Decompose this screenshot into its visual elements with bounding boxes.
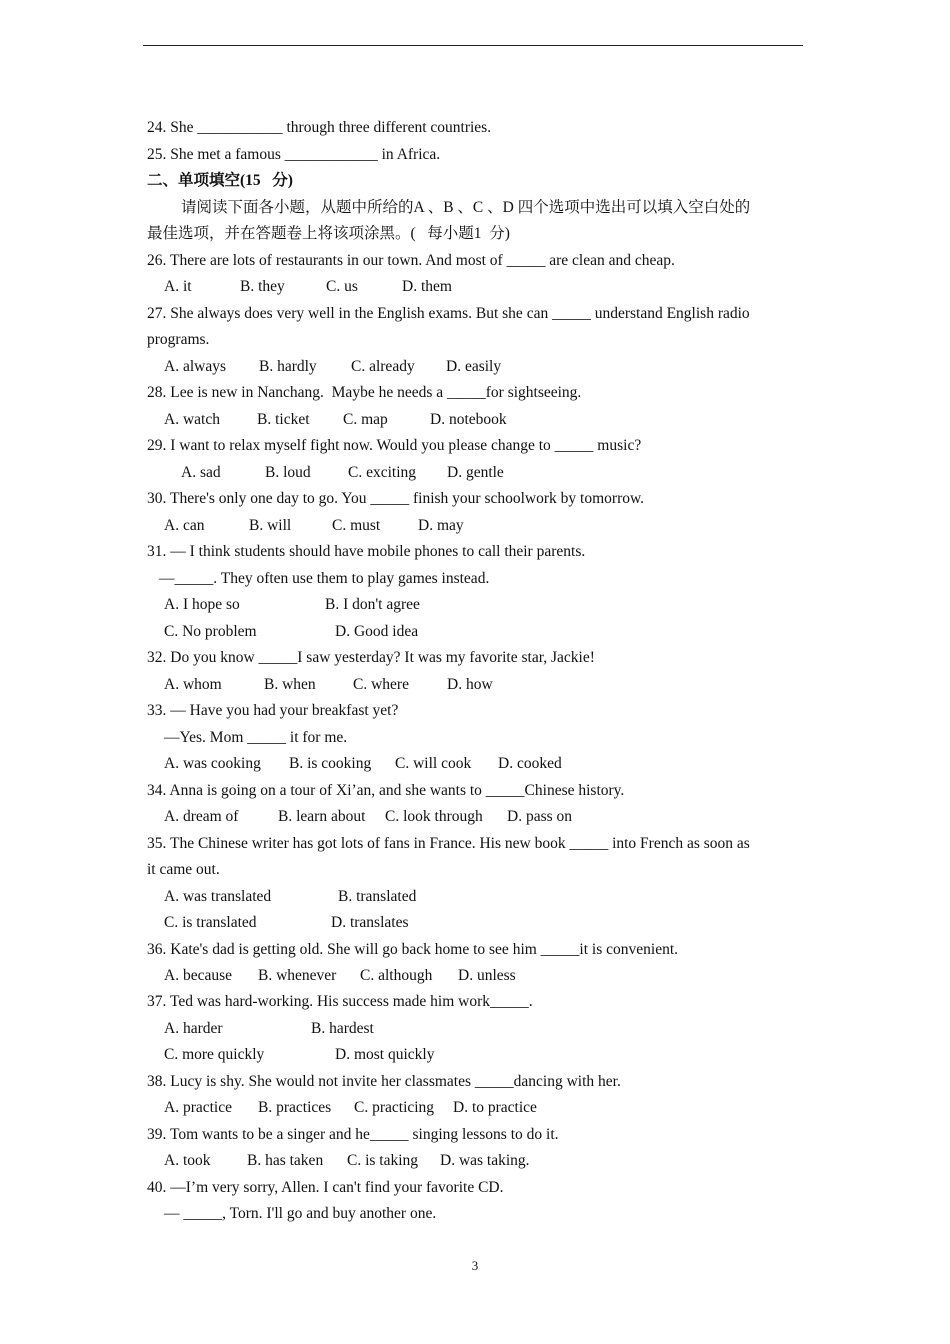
question-26-option-c: C. us (326, 278, 358, 295)
question-39-option-b: B. has taken (247, 1152, 324, 1169)
question-37-option-a: A. harder (164, 1020, 223, 1037)
question-29-stem: 29. I want to relax myself fight now. Would you please change to _____ music? (147, 437, 642, 454)
question-39-option-d: D. was taking. (440, 1152, 530, 1169)
question-38-stem: 38. Lucy is shy. She would not invite her classmates _____dancing with her. (147, 1073, 621, 1090)
question-33-option-b: B. is cooking (289, 755, 372, 772)
question-28-option-c: C. map (343, 411, 388, 428)
question-37-stem: 37. Ted was hard-working. His success made him work_____. (147, 993, 533, 1010)
question-29-option-b: B. loud (265, 464, 311, 481)
question-26-option-a: A. it (164, 278, 192, 295)
question-30-stem: 30. There's only one day to go. You _____ finish your schoolwork by tomorrow. (147, 490, 645, 507)
question-34-option-a: A. dream of (164, 808, 239, 825)
question-40-stem-line1: 40. —I’m very sorry, Allen. I can't find your favorite CD. (147, 1179, 504, 1196)
question-32-option-b: B. when (264, 676, 316, 693)
question-27-stem-line2: programs. (147, 331, 210, 348)
question-33-option-d: D. cooked (498, 755, 562, 772)
question-36-option-d: D. unless (458, 967, 516, 984)
question-37-option-c: C. more quickly (164, 1046, 265, 1063)
question-34-option-b: B. learn about (278, 808, 366, 825)
question-26-option-b: B. they (240, 278, 285, 295)
question-29-option-d: D. gentle (447, 464, 504, 481)
question-28-option-d: D. notebook (430, 411, 507, 428)
question-32-option-a: A. whom (164, 676, 222, 693)
question-36-option-c: C. although (360, 967, 433, 984)
question-27-option-a: A. always (164, 358, 226, 375)
question-33-stem-line1: 33. — Have you had your breakfast yet? (147, 702, 399, 719)
question-36-option-b: B. whenever (258, 967, 337, 984)
question-27-option-d: D. easily (446, 358, 502, 375)
question-34-stem: 34. Anna is going on a tour of Xi’an, and she wants to _____Chinese history. (147, 782, 625, 799)
question-31-stem-line2: —_____. They often use them to play games instead. (159, 570, 490, 587)
question-32-option-c: C. where (353, 676, 409, 693)
question-31-option-c: C. No problem (164, 623, 257, 640)
header-rule (143, 45, 803, 46)
question-24: 24. She ___________ through three different countries. (147, 119, 492, 136)
question-38-option-a: A. practice (164, 1099, 232, 1116)
question-31-option-d: D. Good idea (335, 623, 419, 640)
question-33-option-c: C. will cook (395, 755, 472, 772)
question-37-option-d: D. most quickly (335, 1046, 435, 1063)
question-35-stem-line2: it came out. (147, 861, 220, 878)
question-30-option-b: B. will (249, 517, 292, 534)
question-38-option-b: B. practices (258, 1099, 332, 1116)
question-26-stem: 26. There are lots of restaurants in our town. And most of _____ are clean and cheap. (147, 252, 675, 269)
question-40-stem-line2: — _____, Torn. I'll go and buy another one. (164, 1205, 437, 1222)
question-37-option-b: B. hardest (311, 1020, 374, 1037)
question-39-option-a: A. took (164, 1152, 211, 1169)
section-instruction-line2: 最佳选项，并在答题卷上将该项涂黑。( 每小题1 分) (147, 225, 510, 242)
question-38-option-d: D. to practice (453, 1099, 537, 1116)
question-38-option-c: C. practicing (354, 1099, 435, 1116)
question-32-option-d: D. how (447, 676, 493, 693)
page-number: 3 (471, 1258, 479, 1273)
question-33-stem-line2: —Yes. Mom _____ it for me. (164, 729, 348, 746)
question-27-stem-line1: 27. She always does very well in the English exams. But she can _____ understand English radio (147, 305, 750, 322)
question-34-option-c: C. look through (385, 808, 483, 825)
question-32-stem: 32. Do you know _____I saw yesterday? It was my favorite star, Jackie! (147, 649, 595, 666)
question-36-stem: 36. Kate's dad is getting old. She will go back home to see him _____it is convenient. (147, 941, 679, 958)
question-25: 25. She met a famous ____________ in Africa. (147, 146, 441, 163)
question-30-option-a: A. can (164, 517, 205, 534)
question-30-option-c: C. must (332, 517, 381, 534)
question-35-stem-line1: 35. The Chinese writer has got lots of fans in France. His new book _____ into French as soon as (147, 835, 750, 852)
question-39-option-c: C. is taking (347, 1152, 419, 1169)
question-35-option-d: D. translates (331, 914, 409, 931)
question-31-option-b: B. I don't agree (325, 596, 420, 613)
question-34-option-d: D. pass on (507, 808, 573, 825)
question-29-option-c: C. exciting (348, 464, 417, 481)
question-30-option-d: D. may (418, 517, 464, 534)
question-33-option-a: A. was cooking (164, 755, 261, 772)
question-39-stem: 39. Tom wants to be a singer and he_____ singing lessons to do it. (147, 1126, 559, 1143)
question-28-option-b: B. ticket (257, 411, 310, 428)
section-title: 二、单项填空(15 分) (147, 172, 293, 189)
question-26-option-d: D. them (402, 278, 452, 295)
question-35-option-c: C. is translated (164, 914, 257, 931)
question-28-option-a: A. watch (164, 411, 220, 428)
question-31-option-a: A. I hope so (164, 596, 240, 613)
question-36-option-a: A. because (164, 967, 232, 984)
section-instruction-line1: 请阅读下面各小题，从题中所给的A 、B 、C 、D 四个选项中选出可以填入空白处的 (181, 199, 751, 216)
question-27-option-b: B. hardly (259, 358, 317, 375)
question-27-option-c: C. already (351, 358, 415, 375)
question-35-option-a: A. was translated (164, 888, 272, 905)
question-28-stem: 28. Lee is new in Nanchang. Maybe he needs a _____for sightseeing. (147, 384, 582, 401)
question-29-option-a: A. sad (181, 464, 221, 481)
question-31-stem-line1: 31. — I think students should have mobile phones to call their parents. (147, 543, 586, 560)
question-35-option-b: B. translated (338, 888, 417, 905)
